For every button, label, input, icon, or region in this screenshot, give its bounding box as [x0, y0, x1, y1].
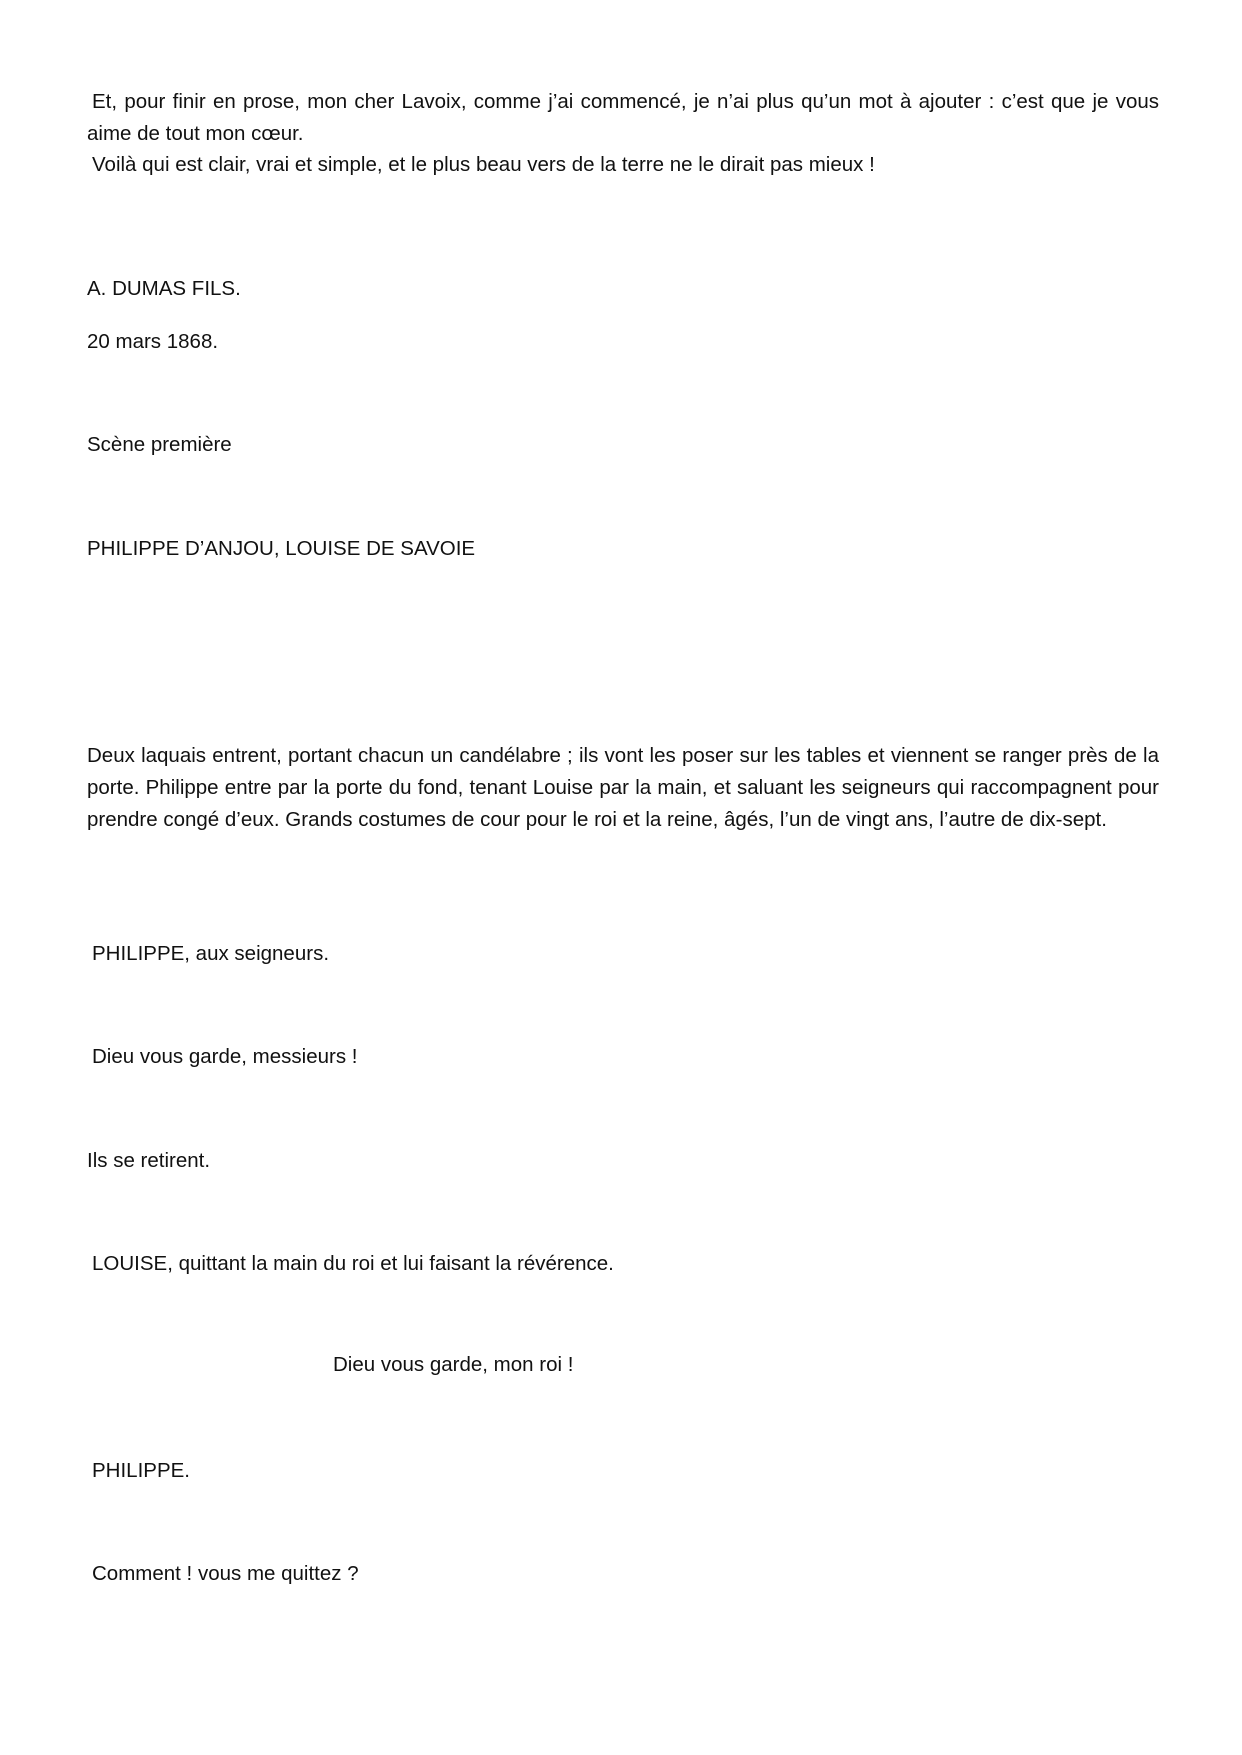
- characters-list: PHILIPPE D’ANJOU, LOUISE DE SAVOIE: [87, 537, 476, 560]
- speaker-philippe-1: PHILIPPE, aux seigneurs.: [92, 942, 330, 965]
- closing-plain-paragraph: Voilà qui est clair, vrai et simple, et le plus beau vers de la terre ne le dirait pas mieux !: [92, 153, 875, 176]
- stage-direction-opening: Deux laquais entrent, portant chacun un candélabre ; ils vont les poser sur les tables et viennent se ranger près de la porte. Philippe entre par la porte du fond, tenant Louise par la main, et saluant les seigneurs qui raccompagnent pour prendre congé d’eux. Grands costumes de cour pour le roi et la reine, âgés, l’un de vingt ans, l’autre de dix-sept.: [87, 744, 1159, 831]
- dialogue-line-3: Comment ! vous me quittez ?: [92, 1562, 359, 1585]
- scene-title: Scène première: [87, 433, 232, 456]
- stage-direction-exit: Ils se retirent.: [87, 1149, 211, 1172]
- signature: A. DUMAS FILS.: [87, 277, 241, 300]
- dialogue-line-2: Dieu vous garde, mon roi !: [333, 1353, 574, 1376]
- date-line: 20 mars 1868.: [87, 330, 219, 353]
- dialogue-line-1: Dieu vous garde, messieurs !: [92, 1045, 358, 1068]
- speaker-philippe-2: PHILIPPE.: [92, 1459, 190, 1482]
- speaker-louise: LOUISE, quittant la main du roi et lui faisant la révérence.: [92, 1252, 614, 1275]
- closing-prose-paragraph: Et, pour finir en prose, mon cher Lavoix, comme j’ai commencé, je n’ai plus qu’un mot à ajouter : c’est que je vous aime de tout mon cœur.: [87, 90, 1159, 145]
